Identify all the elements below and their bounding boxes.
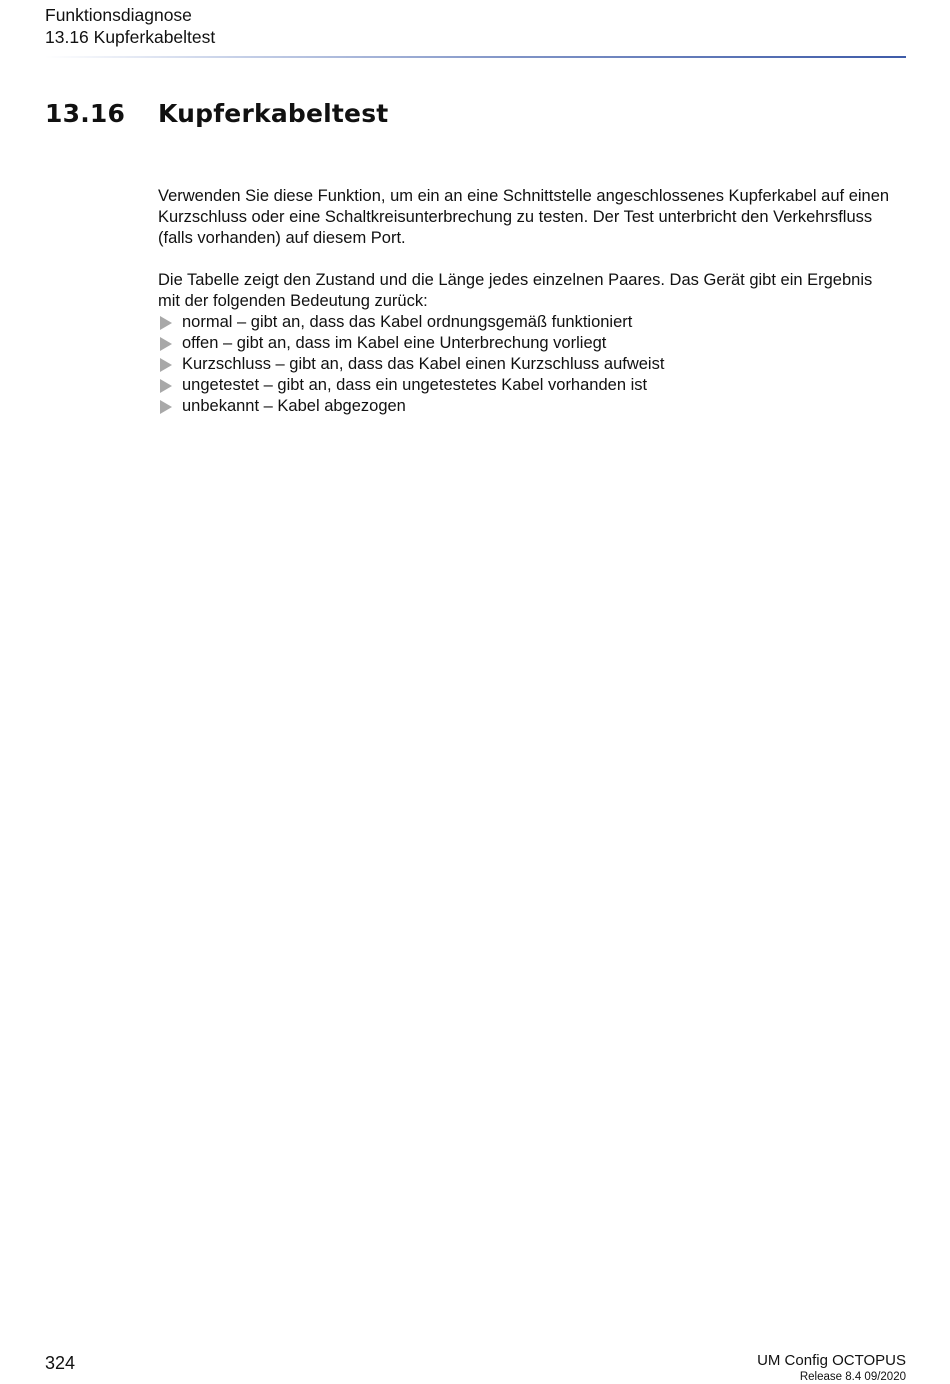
footer-document: UM Config OCTOPUS <box>757 1352 906 1369</box>
section-heading <box>45 98 388 130</box>
triangle-right-icon <box>160 316 172 330</box>
running-header <box>45 4 215 48</box>
header-chapter: Funktionsdiagnose <box>45 5 192 25</box>
paragraph-table: Die Tabelle zeigt den Zustand und die Länge jedes einzelnen Paares. Das Gerät gibt ein Ergebnis mit der folgenden Bedeutung zurück: <box>158 271 873 310</box>
list-item <box>158 396 898 417</box>
list-item <box>158 333 898 354</box>
paragraph-intro: Verwenden Sie diese Funktion, um ein an eine Schnittstelle angeschlossenes Kupferkabel auf einen Kurzschluss oder eine Schaltkreisunterbrechung zu testen. Der Test unterbricht den Verkehrsfluss (falls vorhanden) auf diesem Port. <box>158 187 890 247</box>
header-section: 13.16 Kupferkabeltest <box>45 27 216 47</box>
page-number: 324 <box>45 1353 76 1373</box>
header-rule <box>45 56 906 58</box>
list-item-text: offen – gibt an, dass im Kabel eine Unterbrechung vorliegt <box>182 334 607 352</box>
section-title: Kupferkabeltest <box>158 99 389 128</box>
section-number: 13.16 <box>45 99 126 128</box>
triangle-right-icon <box>160 358 172 372</box>
list-item-text: normal – gibt an, dass das Kabel ordnungsgemäß funktioniert <box>182 313 633 331</box>
list-item-text: ungetestet – gibt an, dass ein ungetestetes Kabel vorhanden ist <box>182 376 648 394</box>
list-item <box>158 312 898 333</box>
triangle-right-icon <box>160 379 172 393</box>
list-item <box>158 375 898 396</box>
triangle-right-icon <box>160 337 172 351</box>
list-item-text: Kurzschluss – gibt an, dass das Kabel einen Kurzschluss aufweist <box>182 355 665 373</box>
body-text <box>158 186 898 417</box>
list-item-text: unbekannt – Kabel abgezogen <box>182 397 406 415</box>
result-list <box>158 312 898 417</box>
list-item <box>158 354 898 375</box>
triangle-right-icon <box>160 400 172 414</box>
footer-release: Release 8.4 09/2020 <box>799 1371 906 1383</box>
